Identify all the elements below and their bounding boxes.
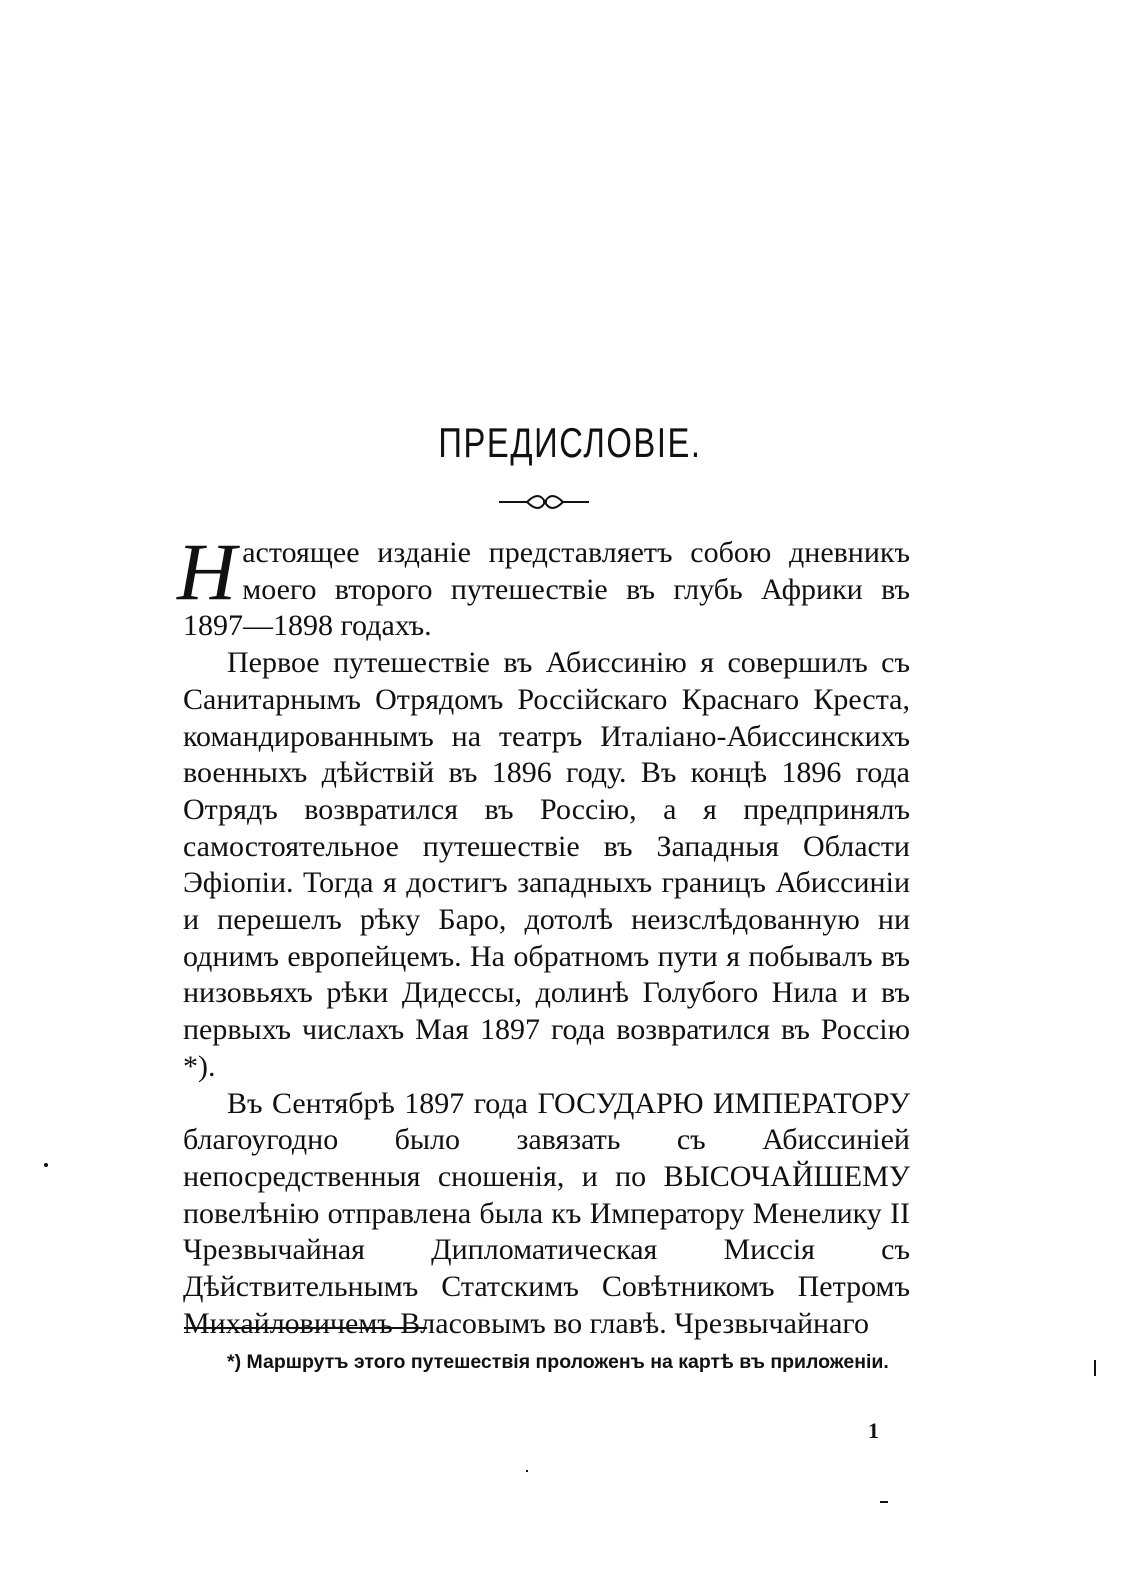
paragraph-1-text: астоящее изданіе представляетъ собою дневникъ моего второго путешествіе въ глубь Африки въ 1897—1898 годахъ. <box>183 536 910 643</box>
drop-cap: Н <box>177 526 237 617</box>
paragraph-2: Первое путешествіе въ Абиссинію я совершилъ съ Санитарнымъ Отрядомъ Россійскаго Краснаго Креста, командированнымъ на театръ Италіано-Абиссинскихъ военныхъ дѣйствій въ 1896 году. Въ концѣ 1896 года Отрядъ возвратился въ Россію, а я предпринялъ самостоятельное путешествіе въ Западныя Области Эфіопіи. Тогда я достигъ западныхъ границъ Абиссиніи и перешелъ рѣку Баро, дотолѣ неизслѣдованную ни однимъ европейцемъ. На обратномъ пути я побывалъ въ низовьяхъ рѣки Дидессы, долинѣ Голубого Нила и въ первыхъ числахъ Мая 1897 года возвратился въ Россію *). <box>183 646 910 1083</box>
scan-speck <box>880 1501 888 1503</box>
page-number: 1 <box>868 1418 879 1443</box>
page-title: ПРЕДИСЛОВІЕ. <box>438 419 702 466</box>
body-text <box>177 526 910 1342</box>
footnote: *) Маршрутъ этого путешествія проложенъ на картѣ въ приложеніи. <box>227 1351 889 1373</box>
scan-speck <box>44 1163 48 1167</box>
title-ornament <box>497 492 593 512</box>
paragraph-3: Въ Сентябрѣ 1897 года ГОСУДАРЮ ИМПЕРАТОРУ благоугодно было завязать съ Абиссиніей непосредственныя сношенія, и по ВЫСОЧАЙШЕМУ повелѣнію отправлена была къ Императору Менелику II Чрезвычайная Дипломатическая Миссія съ Дѣйствительнымъ Статскимъ Совѣтникомъ Петромъ Михайловичемъ Власовымъ во главѣ. Чрезвычайнаго <box>183 1086 910 1340</box>
paragraph-1 <box>177 526 910 645</box>
scan-speck <box>1094 1360 1096 1376</box>
footnote-divider <box>184 1327 427 1329</box>
scan-speck <box>526 1470 528 1472</box>
